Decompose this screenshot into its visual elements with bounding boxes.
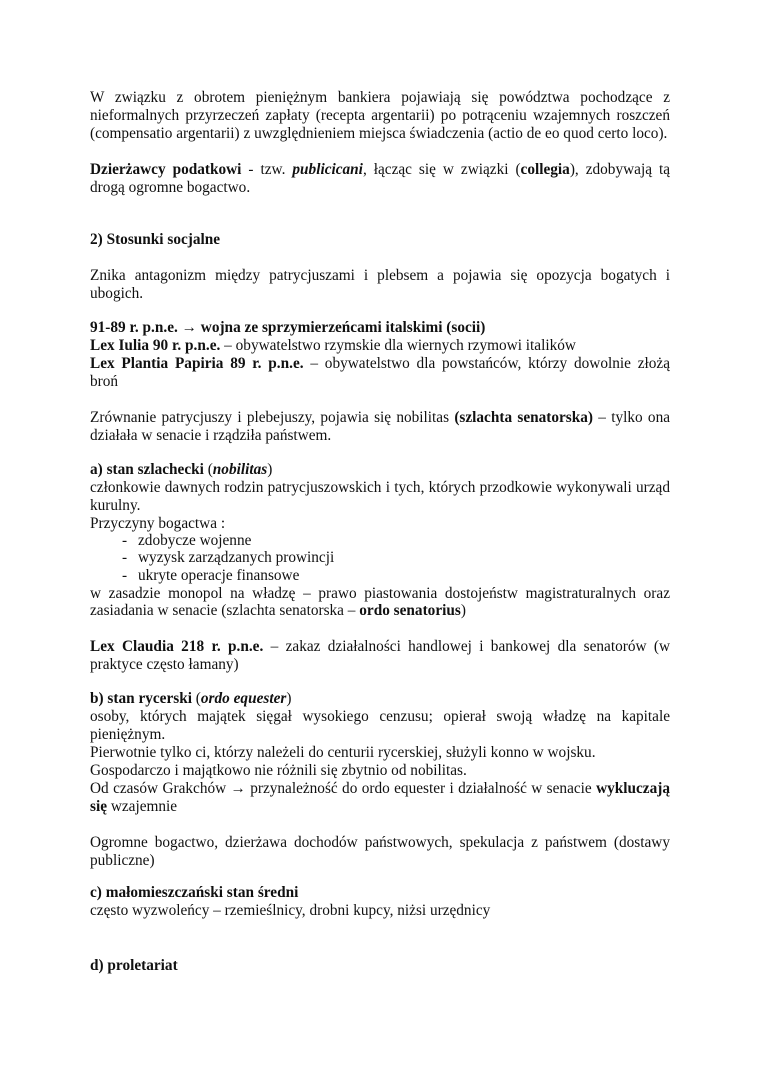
text-line	[90, 834, 670, 852]
text-line	[90, 602, 670, 620]
text-line	[90, 179, 670, 197]
text-segment: Pierwotnie tylko ci, którzy należeli do centurii rycerskiej, służyli konno w wojsku.	[90, 744, 596, 761]
text-segment: )	[267, 461, 273, 478]
text-line	[90, 427, 670, 445]
text-line	[90, 107, 670, 125]
text-segment: Znika antagonizm między patrycjuszami i plebsem a pojawia się opozycja bogatych i	[90, 267, 670, 284]
text-segment: wzajemnie	[107, 798, 178, 815]
bold-text: nobilitas	[212, 461, 268, 478]
text-line	[122, 532, 668, 550]
bold-text: 2) Stosunki socjalne	[90, 231, 221, 248]
text-line	[90, 355, 670, 373]
bold-text: Lex Plantia Papiria 89 r. p.n.e.	[90, 355, 304, 372]
text-segment: często wyzwoleńcy – rzemieślnicy, drobni kupcy, niżsi urzędnicy	[90, 902, 491, 919]
text-line	[90, 515, 670, 533]
text-segment: zdobycze wojenne	[138, 532, 252, 549]
text-line	[90, 267, 670, 285]
text-segment: (	[191, 690, 201, 707]
text-line	[90, 161, 670, 179]
text-segment: kurulny.	[90, 497, 141, 514]
text-line	[90, 479, 670, 497]
text-segment: praktyce często łamany)	[90, 656, 239, 673]
text-line	[90, 708, 670, 726]
bullet-dash: -	[122, 532, 128, 549]
text-segment: w zasadzie monopol na władzę – prawo piastowania dostojeństw magistraturalnych oraz	[90, 585, 670, 602]
text-line	[122, 567, 668, 585]
bullet-dash: -	[122, 567, 128, 584]
text-segment: )	[460, 602, 466, 619]
text-segment: (	[203, 461, 213, 478]
text-segment: wyzysk zarządzanych prowincji	[138, 549, 335, 566]
bold-text: collegia	[520, 161, 570, 178]
text-line	[90, 656, 670, 674]
bold-text: publicicani	[292, 161, 363, 178]
bold-text: 91-89 r. p.n.e. → wojna ze sprzymierzeńcami italskimi (socii)	[90, 319, 486, 336]
bold-text: Lex Claudia 218 r. p.n.e.	[90, 638, 264, 655]
text-segment: )	[286, 690, 292, 707]
bold-text: Dzierżawcy podatkowi	[90, 161, 242, 178]
text-segment: Gospodarczo i majątkowo nie różnili się zbytnio od nobilitas.	[90, 762, 467, 779]
text-segment: pieniężnym.	[90, 726, 166, 743]
bold-text: się	[90, 798, 107, 815]
text-segment: nieformalnych przyrzeczeń zapłaty (recepta argentarii) po potrąceniu wzajemnych roszczeń	[90, 107, 670, 124]
text-segment: ukryte operacje finansowe	[138, 567, 300, 584]
text-segment: działała w senacie i rządziła państwem.	[90, 427, 332, 444]
bold-text: ordo senatorius	[359, 602, 461, 619]
text-segment: ubogich.	[90, 285, 144, 302]
text-line	[90, 744, 670, 762]
text-line	[90, 690, 670, 708]
text-line	[90, 780, 670, 798]
text-line	[90, 373, 670, 391]
bold-text: wykluczają	[596, 780, 670, 797]
text-segment: (compensatio argentarii) z uwzględnieniem miejsca świadczenia (actio de eo quod certo loco).	[90, 125, 668, 142]
text-line	[90, 409, 670, 427]
bold-text: b) stan rycerski	[90, 690, 192, 707]
text-segment: W związku z obrotem pieniężnym bankiera pojawiają się powództwa pochodzące z	[90, 89, 670, 106]
text-line	[90, 319, 670, 337]
text-segment: Od czasów Grakchów → przynależność do ordo equester i działalność w senacie	[90, 780, 597, 797]
text-segment: Ogromne bogactwo, dzierżawa dochodów państwowych, spekulacja z państwem (dostawy	[90, 834, 670, 851]
text-segment: ), zdobywają tą	[569, 161, 670, 178]
text-segment: Zrównanie patrycjuszy i plebejuszy, pojawia się nobilitas	[90, 409, 455, 426]
text-line	[90, 285, 670, 303]
text-line	[90, 337, 670, 355]
text-segment: zasiadania w senacie (szlachta senatorska –	[90, 602, 360, 619]
text-line	[90, 89, 670, 107]
bullet-dash: -	[122, 549, 128, 566]
bold-text: (szlachta senatorska)	[454, 409, 593, 426]
text-segment: – zakaz działalności handlowej i bankowej dla senatorów (w	[263, 638, 670, 655]
text-segment: – obywatelstwo rzymskie dla wiernych rzymowi italików	[220, 337, 576, 354]
text-line	[90, 902, 670, 920]
text-segment: publiczne)	[90, 852, 155, 869]
text-segment: Przyczyny bogactwa :	[90, 515, 226, 532]
bold-text: c) małomieszczański stan średni	[90, 884, 299, 901]
text-segment: broń	[90, 373, 119, 390]
text-segment: – tylko ona	[593, 409, 670, 426]
text-line	[90, 957, 670, 975]
text-line	[90, 726, 670, 744]
bold-text: ordo equester	[200, 690, 287, 707]
text-line	[90, 231, 670, 249]
text-line	[90, 762, 670, 780]
text-line	[90, 497, 670, 515]
text-segment: – obywatelstwo dla powstańców, którzy dowolnie złożą	[303, 355, 670, 372]
text-line	[90, 884, 670, 902]
text-line	[122, 549, 668, 567]
text-segment: - tzw.	[241, 161, 293, 178]
text-segment: drogą ogromne bogactwo.	[90, 179, 251, 196]
text-line	[90, 638, 670, 656]
text-line	[90, 798, 670, 816]
text-segment: osoby, których majątek sięgał wysokiego cenzusu; opierał swoją władzę na kapitale	[90, 708, 670, 725]
text-line	[90, 852, 670, 870]
text-line	[90, 125, 670, 143]
bold-text: Lex Iulia 90 r. p.n.e.	[90, 337, 221, 354]
bold-text: a) stan szlachecki	[90, 461, 204, 478]
text-line	[90, 585, 670, 603]
text-segment: , łącząc się w związki (	[362, 161, 521, 178]
text-line	[90, 461, 670, 479]
text-segment: członkowie dawnych rodzin patrycjuszowskich i tych, których przodkowie wykonywali urząd	[90, 479, 670, 496]
bold-text: d) proletariat	[90, 957, 178, 974]
